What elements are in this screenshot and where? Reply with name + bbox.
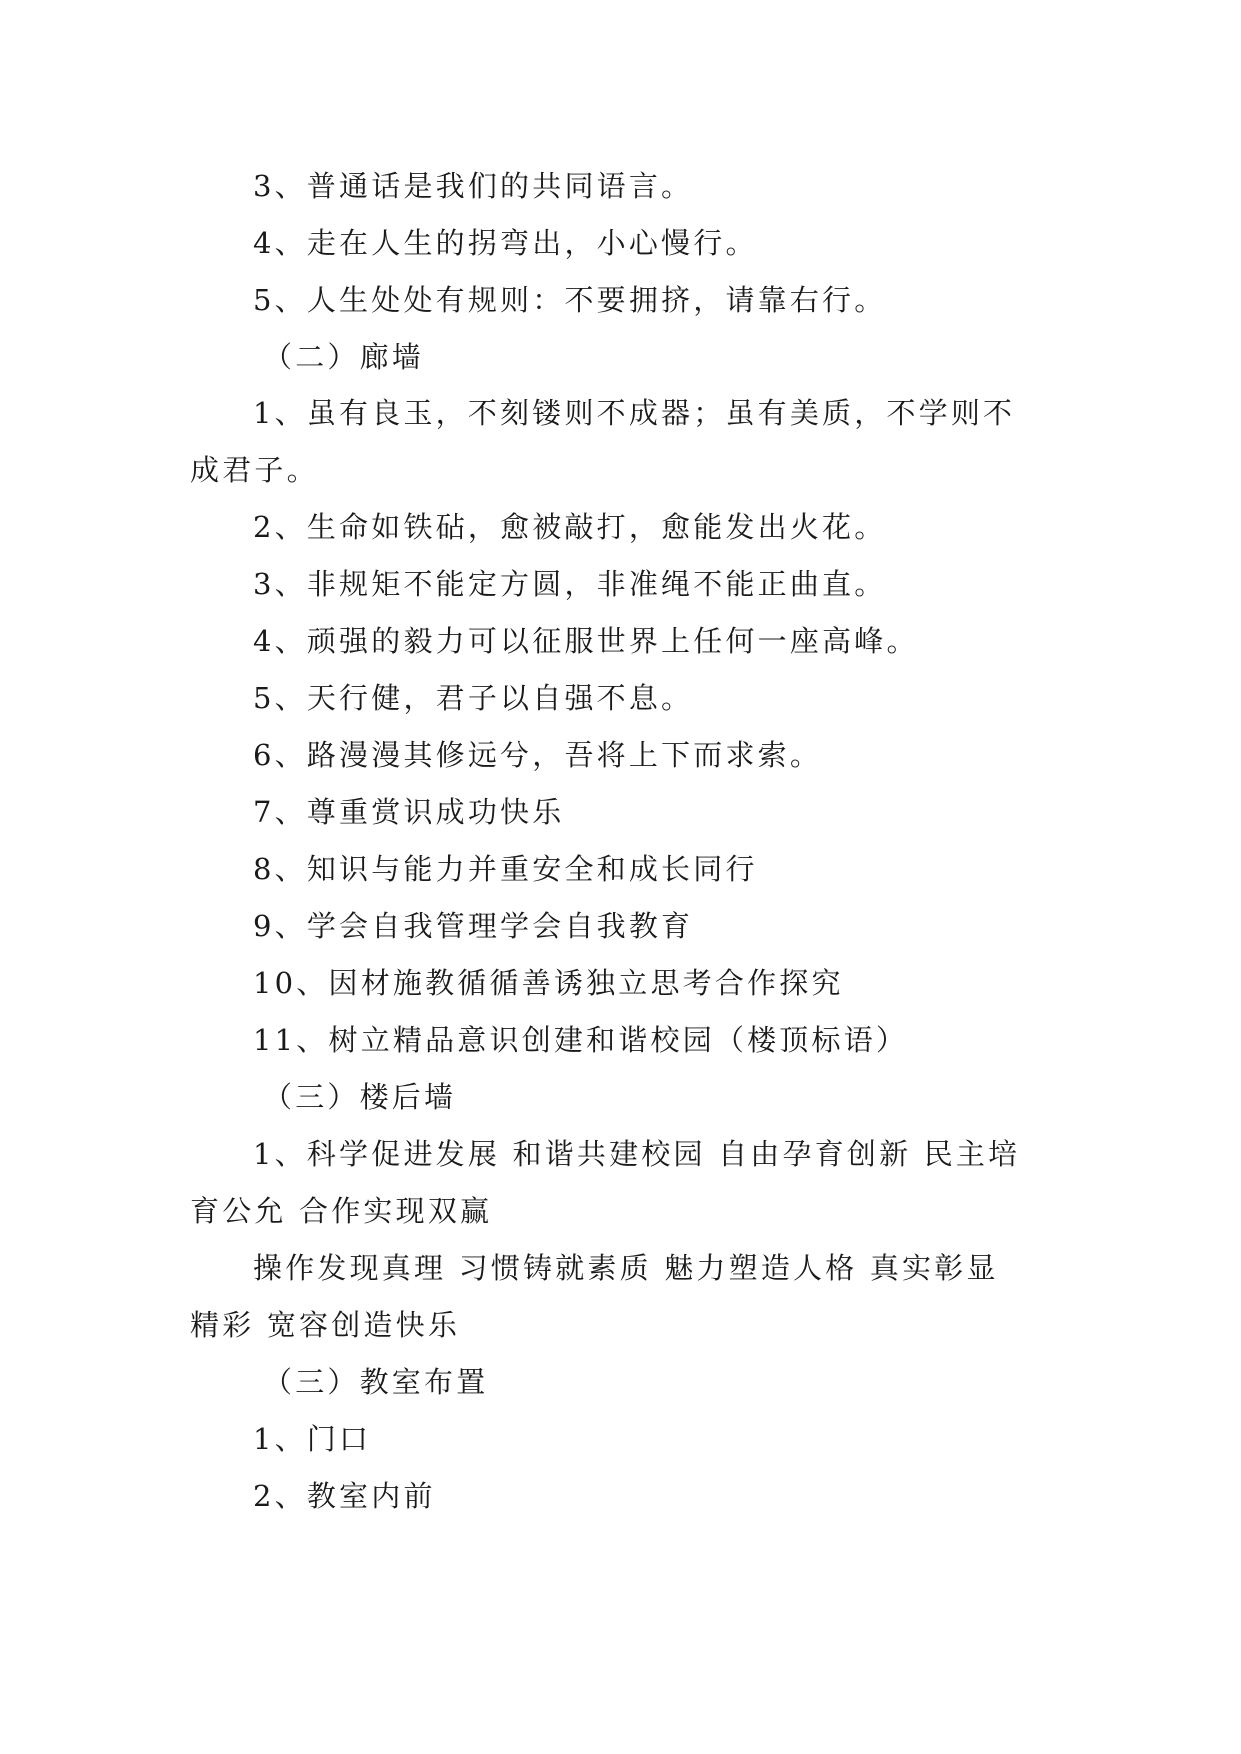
text-line: 9、学会自我管理学会自我教育 [253, 909, 694, 943]
text-line: 4、顽强的毅力可以征服世界上任何一座高峰。 [253, 624, 919, 658]
text-line: 操作发现真理 习惯铸就素质 魅力塑造人格 真实彰显 [253, 1251, 999, 1285]
section-heading: （三）教室布置 [263, 1365, 489, 1399]
text-line: 成君子。 [190, 453, 319, 487]
section-heading: （二）廊墙 [263, 340, 425, 374]
text-line: 2、教室内前 [253, 1479, 436, 1513]
section-heading: （三）楼后墙 [263, 1080, 457, 1114]
text-line: 10、因材施教循循善诱独立思考合作探究 [253, 966, 844, 1000]
text-line: 育公允 合作实现双赢 [190, 1194, 493, 1228]
text-line: 6、路漫漫其修远兮，吾将上下而求索。 [253, 738, 823, 772]
text-line: 4、走在人生的拐弯出，小心慢行。 [253, 226, 758, 260]
text-line: 3、非规矩不能定方圆，非准绳不能正曲直。 [253, 567, 887, 601]
text-line: 8、知识与能力并重安全和成长同行 [253, 852, 758, 886]
text-line: 1、虽有良玉，不刻镂则不成器；虽有美质，不学则不 [253, 396, 1016, 430]
text-line: 5、人生处处有规则：不要拥挤，请靠右行。 [253, 283, 887, 317]
text-line: 3、普通话是我们的共同语言。 [253, 169, 694, 203]
text-line: 1、科学促进发展 和谐共建校园 自由孕育创新 民主培 [253, 1137, 1021, 1171]
text-line: 精彩 宽容创造快乐 [190, 1308, 461, 1342]
text-line: 11、树立精品意识创建和谐校园（楼顶标语） [253, 1023, 909, 1057]
text-line: 7、尊重赏识成功快乐 [253, 795, 565, 829]
text-line: 2、生命如铁砧，愈被敲打，愈能发出火花。 [253, 510, 887, 544]
text-line: 5、天行健，君子以自强不息。 [253, 681, 694, 715]
text-line: 1、门口 [253, 1422, 372, 1456]
